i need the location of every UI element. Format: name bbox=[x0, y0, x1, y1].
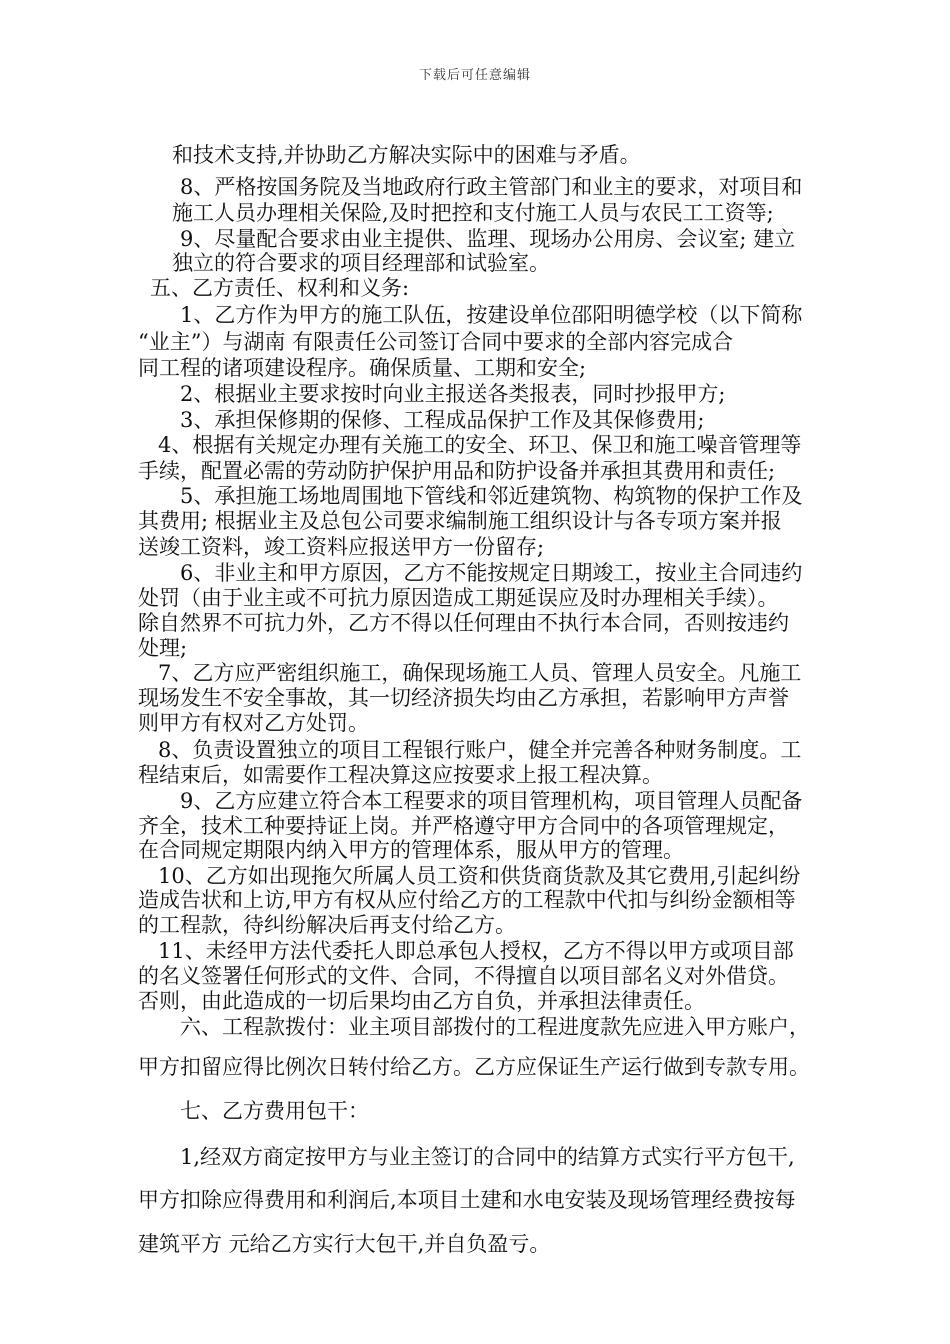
paragraph-line: 11、未经甲方法代委托人即总承包人授权，乙方不得以甲方或项目部 bbox=[158, 939, 794, 963]
paragraph-line: 程结束后，如需要作工程决算这应按要求上报工程决算。 bbox=[138, 763, 663, 787]
paragraph-line: 处罚（由于业主或不可抗力原因造成工期延误应及时办理相关手续）。 bbox=[138, 586, 779, 610]
paragraph-line: 7、乙方应严密组织施工，确保现场施工人员、管理人员安全。凡施工 bbox=[158, 661, 802, 685]
paragraph-line: 在合同规定期限内纳入甲方的管理体系，服从甲方的管理。 bbox=[138, 838, 684, 862]
paragraph-line: 同工程的诸项建设程序。确保质量、工期和安全; bbox=[138, 356, 587, 380]
paragraph-line: 其费用; 根据业主及总包公司要求编制施工组织设计与各专项方案并报 bbox=[138, 509, 782, 533]
paragraph-line: 的工程款，待纠纷解决后再支付给乙方。 bbox=[138, 913, 516, 937]
paragraph-line: 处理; bbox=[138, 636, 188, 660]
paragraph-line: 1,经双方商定按甲方与业主签订的合同中的结算方式实行平方包干, bbox=[180, 1145, 795, 1169]
paragraph-line: 8、严格按国务院及当地政府行政主管部门和业主的要求，对项目和 bbox=[180, 175, 803, 199]
paragraph-line: 9、尽量配合要求由业主提供、监理、现场办公用房、会议室; 建立 bbox=[180, 227, 796, 251]
paragraph-line: 独立的符合要求的项目经理部和试验室。 bbox=[172, 251, 550, 275]
paragraph-line: 5、承担施工场地周围地下管线和邻近建筑物、构筑物的保护工作及 bbox=[180, 484, 803, 508]
paragraph-line: 的名义签署任何形式的文件、合同，不得擅自以项目部名义对外借贷。 bbox=[138, 964, 789, 988]
paragraph-line: 除自然界不可抗力外，乙方不得以任何理由不执行本合同，否则按违约 bbox=[138, 611, 789, 635]
paragraph-line: “业主”）与湖南 有限责任公司签订合同中要求的全部内容完成合 bbox=[138, 330, 734, 354]
paragraph-line: 则甲方有权对乙方处罚。 bbox=[138, 711, 369, 735]
section-heading: 五、乙方责任、权利和义务: bbox=[150, 276, 410, 300]
paragraph-line: 8、负责设置独立的项目工程银行账户，健全并完善各种财务制度。工 bbox=[158, 738, 802, 762]
paragraph-line: 甲方扣留应得比例次日转付给乙方。乙方应保证生产运行做到专款专用。 bbox=[138, 1055, 810, 1079]
paragraph-line: 现场发生不安全事故，其一切经济损失均由乙方承担，若影响甲方声誉 bbox=[138, 686, 789, 710]
paragraph-line: 和技术支持,并协助乙方解决实际中的困难与矛盾。 bbox=[172, 143, 641, 167]
paragraph-line: 施工人员办理相关保险,及时把控和支付施工人员与农民工工资等; bbox=[172, 201, 774, 225]
paragraph-line: 建筑平方 元给乙方实行大包干,并自负盈亏。 bbox=[138, 1232, 551, 1256]
paragraph-line: 手续，配置必需的劳动防护保护用品和防护设备并承担其费用和责任; bbox=[138, 459, 776, 483]
paragraph-line: 2、根据业主要求按时向业主报送各类报表，同时抄报甲方; bbox=[180, 382, 726, 406]
paragraph-line: 送竣工资料，竣工资料应报送甲方一份留存; bbox=[138, 535, 545, 559]
paragraph-line: 甲方扣除应得费用和利润后,本项目土建和水电安装及现场管理经费按每 bbox=[138, 1188, 796, 1212]
section-heading: 七、乙方费用包干： bbox=[180, 1099, 369, 1123]
paragraph-line: 10、乙方如出现拖欠所属人员工资和供货商货款及其它费用,引起纠纷 bbox=[158, 864, 801, 888]
paragraph-line: 6、非业主和甲方原因，乙方不能按规定日期竣工，按业主合同违约 bbox=[180, 561, 803, 585]
paragraph-line: 3、承担保修期的保修、工程成品保护工作及其保修费用; bbox=[180, 408, 705, 432]
paragraph-line: 1、乙方作为甲方的施工队伍，按建设单位邵阳明德学校（以下简称 bbox=[180, 303, 803, 327]
paragraph-line: 齐全，技术工种要持证上岗。并严格遵守甲方合同中的各项管理规定， bbox=[138, 814, 789, 838]
paragraph-line: 造成告状和上访,甲方有权从应付给乙方的工程款中代扣与纠纷金额相等 bbox=[138, 888, 796, 912]
paragraph-line: 六、工程款拨付：业主项目部拨付的工程进度款先应进入甲方账户， bbox=[180, 1015, 810, 1039]
page-header: 下载后可任意编辑 bbox=[418, 68, 531, 83]
paragraph-line: 4、根据有关规定办理有关施工的安全、环卫、保卫和施工噪音管理等 bbox=[158, 433, 802, 457]
paragraph-line: 9、乙方应建立符合本工程要求的项目管理机构，项目管理人员配备 bbox=[180, 789, 803, 813]
paragraph-line: 否则，由此造成的一切后果均由乙方自负，并承担法律责任。 bbox=[138, 989, 705, 1013]
